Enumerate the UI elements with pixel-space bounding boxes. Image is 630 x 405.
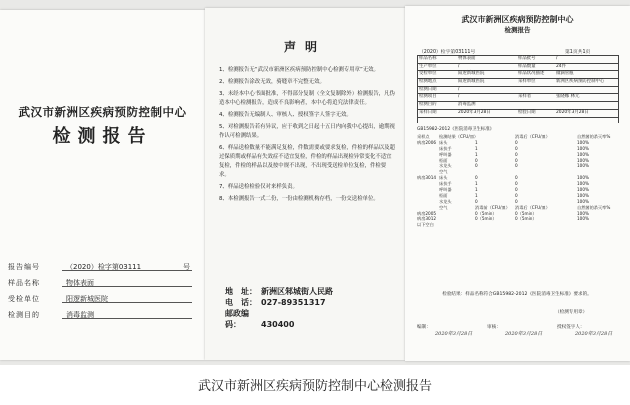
results-cell: 0	[475, 175, 478, 181]
info-cell: 24件	[556, 63, 566, 69]
info-cell: /	[556, 56, 558, 61]
report-cover-page	[0, 10, 205, 360]
cover-field-label: 检测目的	[8, 311, 40, 319]
statement-item: 1、检测报告无“武汉市新洲区疾病预防控制中心检测专用章”无效。	[219, 67, 379, 73]
info-cell: 2020年3月28日	[556, 109, 589, 115]
statement-page	[205, 8, 405, 360]
results-cell: 病房2005	[417, 210, 437, 216]
report-results-table	[417, 134, 617, 228]
results-cell: 自然菌的杀灭率%	[577, 134, 611, 139]
results-cell: 病房2006	[417, 139, 437, 145]
results-cell: 100%	[577, 198, 589, 204]
results-cell: 0	[515, 163, 518, 169]
report-info-table	[417, 55, 619, 123]
cover-field	[8, 292, 198, 304]
contact-label: 电 话：	[225, 298, 257, 307]
statement-item: 4、检测报告无编制人、审核人、授权签字人签字无效。	[219, 112, 352, 118]
statement-title: 声明	[283, 40, 326, 54]
report-org-name: 武汉市新洲区疾病预防控制中心	[461, 15, 574, 24]
results-cell: 消毒后（CFU/皿）	[515, 134, 550, 139]
statement-item: 6、样品送检数量不能满足复检，件数需要或要求复检，件检的样品以及超过保质期或样品有失效症不适宜复检，件检的样品出现检异常变化不适宜复检，件检的样品以及按中规不出现，不出现受送检单位复检，件检要求。	[219, 145, 395, 178]
cover-title: 检测报告	[52, 126, 153, 147]
info-cell: 检测日期	[419, 86, 437, 92]
results-cell: 100%	[577, 175, 589, 181]
statement-item: 8、本检测报告一式二份，一份由检测机构存档，一份交送检单位。	[219, 196, 379, 202]
info-cell: 2020年3月28日	[458, 109, 491, 115]
results-cell: 床头	[439, 175, 448, 181]
cover-field-value: （2020）检字第03111	[66, 263, 142, 271]
statement-item: 2、检测报告涂改无效，骑缝章不完整无效。	[219, 79, 325, 85]
results-cell: 0（5min）	[515, 216, 537, 222]
results-cell: 柜面	[439, 157, 448, 163]
results-cell: 消毒前（CFU/皿）	[475, 204, 510, 210]
results-cell: 0	[475, 157, 478, 163]
results-cell: 0	[515, 157, 518, 163]
results-cell: 100%	[577, 192, 589, 198]
results-cell: 0	[515, 151, 518, 157]
signature-label: 编制：	[417, 325, 431, 330]
info-cell: /	[458, 63, 460, 69]
results-cell: 病房3012	[417, 216, 437, 222]
results-cell: 0（5min）	[475, 216, 497, 222]
contact-label: 地 址：	[225, 287, 257, 296]
info-cell: 采样日期	[419, 109, 437, 115]
results-cell: 床扶手	[439, 145, 452, 151]
results-cell: 0	[515, 192, 518, 198]
results-cell: 0（5min）	[515, 210, 537, 216]
contact-line	[225, 286, 333, 297]
info-cell: 采样者	[518, 94, 532, 100]
contact-value: 027-89351317	[261, 298, 326, 307]
results-cell: 100%	[577, 139, 589, 145]
results-cell: 1	[475, 181, 478, 187]
cover-field	[8, 308, 198, 320]
report-title: 检测报告	[504, 26, 531, 34]
signature-label: 授权签字人：	[557, 325, 585, 330]
contact-line	[225, 297, 333, 308]
results-cell: 0	[515, 181, 518, 187]
signature-date: 2020年3月28日	[575, 331, 613, 337]
signature-label: 审核：	[487, 325, 501, 330]
signature-date: 2020年3月28日	[505, 331, 543, 337]
cover-field-label: 样品名称	[8, 279, 40, 287]
results-cell: 水龙头	[439, 198, 452, 204]
report-page-number: 第1页共1页	[565, 50, 591, 55]
report-conclusion: 检验结果：样品名称符合GB15982-2012《医院消毒卫生标准》要求的。	[442, 292, 592, 297]
statement-item: 7、样品送检检验仅对来样负责。	[219, 184, 298, 190]
info-cell: 阳逻新城医院	[458, 79, 485, 85]
results-cell: 自然菌的杀灭率%	[577, 204, 611, 210]
cover-field-label: 报告编号	[8, 263, 40, 271]
report-basis: GB15982-2012《医院消毒卫生标准》	[417, 127, 495, 132]
results-cell: 病房3014	[417, 175, 437, 181]
results-cell: 水龙头	[439, 163, 452, 169]
info-row	[418, 71, 618, 79]
info-cell: 阳逻新城医院	[458, 71, 485, 77]
results-row	[417, 222, 617, 228]
results-cell: 消毒后（CFU/皿）	[515, 204, 550, 210]
results-cell: 1	[475, 192, 478, 198]
info-cell: 样品数量	[518, 63, 536, 69]
results-cell: 1	[475, 151, 478, 157]
statement-item: 5、对检测报告若有异议，应于收到之日起十五日内向我中心提出，逾期视作认可检测结果。	[219, 124, 395, 139]
info-row	[418, 79, 618, 87]
results-cell: 100%	[577, 163, 589, 169]
photo-caption: 武汉市新洲区疾病预防控制中心检测报告	[197, 379, 432, 394]
report-number: （2020）检字第03111号	[419, 50, 476, 55]
results-cell: 1	[475, 187, 478, 193]
info-row	[418, 110, 618, 118]
info-cell: 检测地点	[419, 79, 437, 85]
results-cell: 空气	[439, 169, 448, 175]
info-cell: 检测目的	[419, 102, 437, 108]
results-cell: 0	[515, 139, 518, 145]
signature-date: 2020年3月28日	[435, 331, 473, 337]
results-cell: 采样点	[417, 134, 430, 139]
cover-field-value: 消毒监测	[66, 311, 94, 319]
results-cell: 以下空白	[417, 222, 434, 228]
cover-field	[8, 276, 198, 288]
results-cell: 100%	[577, 145, 589, 151]
results-cell: 0	[515, 145, 518, 151]
results-cell: 0	[475, 198, 478, 204]
statement-contact	[225, 286, 333, 329]
results-cell: 柜面	[439, 192, 448, 198]
report-signatures	[417, 324, 622, 337]
statement-list	[219, 66, 395, 207]
results-cell: 100%	[577, 187, 589, 193]
results-cell: 100%	[577, 181, 589, 187]
contact-value: 430400	[261, 320, 295, 329]
results-cell: 100%	[577, 157, 589, 163]
results-cell: 床扶手	[439, 181, 452, 187]
info-row	[418, 102, 618, 110]
results-cell: 100%	[577, 210, 589, 216]
results-cell: 1	[475, 139, 478, 145]
cover-field-suffix: 号	[183, 263, 190, 271]
results-cell: 1	[475, 145, 478, 151]
info-cell: 检验日期	[518, 109, 536, 115]
info-cell: 新洲区疾病预防控制中心	[556, 79, 605, 85]
results-cell: 呼叫器	[439, 151, 452, 157]
info-cell: 样品批号	[518, 56, 536, 61]
info-cell: 物体表面	[458, 56, 476, 61]
info-cell: 受检单位	[419, 71, 437, 77]
results-cell: 0	[515, 187, 518, 193]
cover-field-value: 物体表面	[66, 279, 94, 287]
results-cell: 0	[475, 163, 478, 169]
results-cell: 0	[515, 175, 518, 181]
results-cell: 空气	[439, 204, 448, 210]
info-cell: /	[458, 94, 460, 100]
info-cell: 微滴管瓶	[556, 71, 574, 77]
info-row	[418, 56, 618, 64]
info-cell: 采样单位	[518, 79, 536, 85]
report-detail-page	[405, 6, 630, 361]
info-cell: 生产单位	[419, 63, 437, 69]
results-cell: 检测结果（CFU/皿）	[439, 134, 479, 139]
cover-field-value: 阳逻新城医院	[66, 295, 108, 303]
report-stamp-note: （检测专用章）	[555, 310, 588, 315]
info-row	[418, 94, 618, 102]
info-cell: /	[458, 86, 460, 92]
contact-line	[225, 308, 333, 329]
results-cell: 呼叫器	[439, 187, 452, 193]
info-cell: 样品名称	[419, 56, 437, 61]
contact-value: 新洲区邾城街人民路	[261, 287, 333, 296]
statement-item: 3、未经本中心书面批准，不得部分复制（全文复制除外）检测报告，凡伪造本中心检测报告，造成不良影响者，本中心将追究法律责任。	[219, 91, 395, 106]
contact-label: 邮政编码：	[225, 309, 249, 329]
info-cell: 消毒监测	[458, 102, 476, 108]
results-cell: 100%	[577, 216, 589, 222]
info-cell: 检测项目	[419, 94, 437, 100]
results-cell: 0	[515, 198, 518, 204]
cover-field	[8, 260, 198, 272]
cover-org-name: 武汉市新洲区疾病预防控制中心	[18, 105, 187, 119]
results-cell: 床头	[439, 139, 448, 145]
info-cell: 张晓娜 林元	[556, 94, 580, 100]
cover-field-label: 受检单位	[8, 295, 40, 303]
info-cell: 样品状况描述	[518, 71, 545, 77]
results-cell: 100%	[577, 151, 589, 157]
results-cell: 0（5min）	[475, 210, 497, 216]
